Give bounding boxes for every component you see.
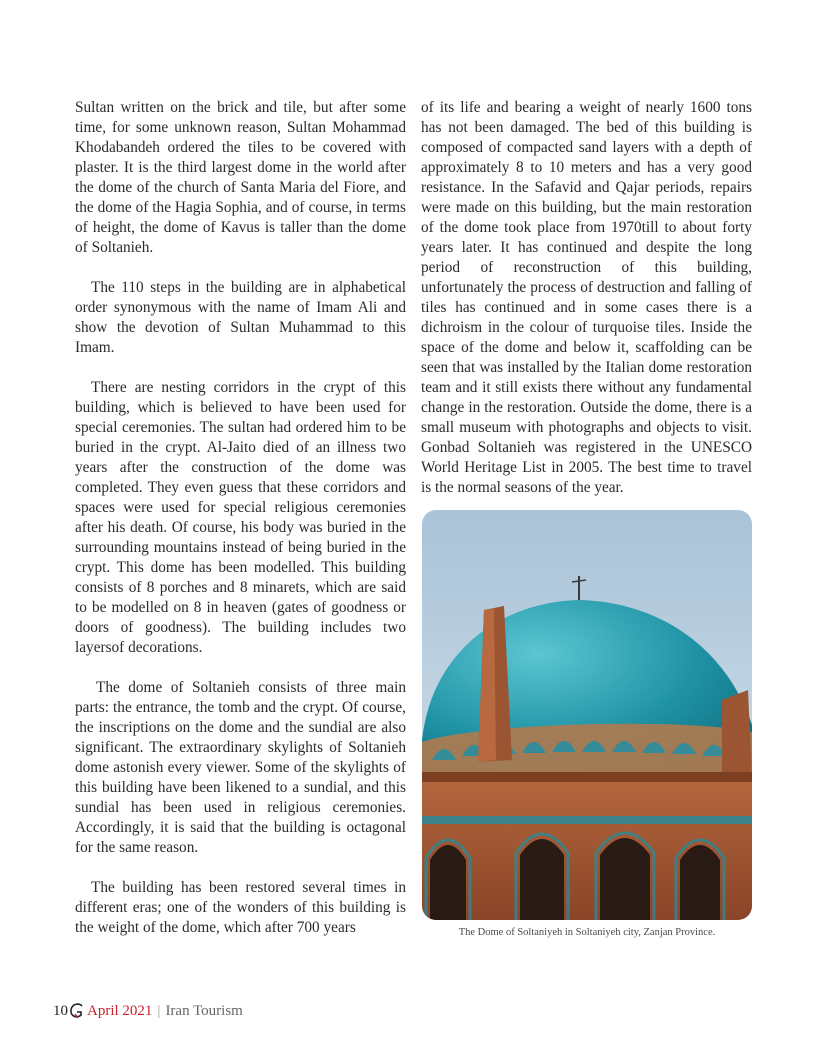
right-text-column xyxy=(421,98,752,518)
footer-separator: | xyxy=(157,1002,161,1019)
page-footer xyxy=(53,1001,243,1021)
dome-photo xyxy=(422,510,752,920)
left-text-column xyxy=(75,98,406,958)
photo-caption: The Dome of Soltaniyeh in Soltaniyeh city, Zanjan Province. xyxy=(458,927,716,938)
paragraph: The building has been restored several times in different eras; one of the wonders of this building is the weight of the dome, which after 700 years xyxy=(75,879,406,936)
magazine-logo-icon xyxy=(69,1002,85,1020)
paragraph: The 110 steps in the building are in alphabetical order synonymous with the name of Imam Ali and show the devotion of Sultan Muhammad to this Imam. xyxy=(75,279,406,356)
paragraph: The dome of Soltanieh consists of three main parts: the entrance, the tomb and the crypt. Of course, the inscriptions on the dome and the sundial are also significant. The extraordinary skylights of Soltanieh dome astonish every viewer. Some of the skylights of this building have been likened to a sundial, and this sundial has been used in religious ceremonies. Accordingly, it is said that the building is octagonal for the same reason. xyxy=(75,679,406,856)
page-number: 10 xyxy=(53,1002,68,1019)
magazine-name: Iran Tourism xyxy=(165,1002,243,1019)
paragraph: of its life and bearing a weight of nearly 1600 tons has not been damaged. The bed of this building is composed of compacted sand layers with a depth of approximately 8 to 10 meters and has a very good resistance. In the Safavid and Qajar periods, repairs were made on this building, but the main restoration of the dome took place from 1970till to about forty years later. It has continued and despite the long period of reconstruction of this building, unfortunately the process of destruction and falling of tiles has continued and in some cases there is a dichroism in the colour of turquoise tiles. Inside the space of the dome and below it, scaffolding can be seen that was installed by the Italian dome restoration team and it still exists there without any fundamental change in the restoration. Outside the dome, there is a small museum with photographs and objects to visit. Gonbad Soltanieh was registered in the UNESCO World Heritage List in 2005. The best time to travel is the normal seasons of the year. xyxy=(421,99,752,496)
issue-date: April 2021 xyxy=(87,1002,153,1019)
dome-of-soltaniyeh-image xyxy=(422,510,752,920)
paragraph: Sultan written on the brick and tile, but after some time, for some unknown reason, Sultan Mohammad Khodabandeh ordered the tiles to be covered with plaster. It is the third largest dome in the world after the dome of the church of Santa Maria del Fiore, and the dome of the Hagia Sophia, and of course, in terms of height, the dome of Kavus is taller than the dome of Soltanieh. xyxy=(75,99,406,256)
paragraph: There are nesting corridors in the crypt of this building, which is believed to have been used for special ceremonies. The sultan had ordered him to be buried in the crypt. Al-Jaito died of an illness two years after the construction of the dome was completed. They even guess that these corridors and spaces were used for special religious ceremonies after his death. Of course, his body was buried in the surrounding mountains instead of being buried in the crypt. This dome has been modelled. This building consists of 8 porches and 8 minarets, which are said to be modelled on 8 in heaven (gates of goodness or doors of goodness). The building includes two layersof decorations. xyxy=(75,379,406,656)
